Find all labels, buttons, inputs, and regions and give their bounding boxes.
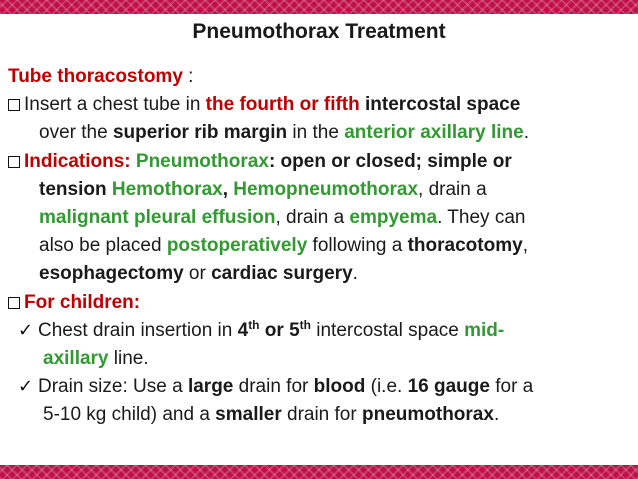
text: 16 gauge (407, 376, 490, 398)
text: : open or closed; simple or (268, 150, 512, 172)
indications-item-line5 (8, 260, 633, 288)
insert-item-line2 (8, 119, 633, 147)
text: postoperatively (166, 235, 308, 257)
text: Indications: (24, 150, 136, 172)
indications-item-line3 (8, 204, 633, 232)
text: superior rib margin (112, 122, 288, 144)
text: Drain size: Use a (38, 376, 188, 398)
indications-item-line2 (8, 176, 633, 204)
text: . They can (437, 207, 526, 229)
text: drain for (281, 404, 362, 426)
text: tension (39, 178, 112, 200)
text: line. (108, 348, 149, 370)
text: smaller (215, 404, 282, 426)
text: malignant pleural effusion (39, 207, 276, 229)
text: also be placed (39, 235, 167, 257)
text: , (522, 235, 528, 257)
text: intercostal space (310, 319, 465, 341)
text: esophagectomy (39, 263, 184, 285)
text: cardiac surgery (211, 263, 353, 285)
slide-content (8, 63, 633, 430)
text: pneumothorax (361, 404, 494, 426)
text: , drain a (418, 178, 487, 200)
text: in the (287, 122, 345, 144)
text: . (493, 404, 500, 426)
text: or 5 (259, 319, 300, 341)
checkbox-square-icon (8, 297, 20, 309)
text: over the (39, 122, 113, 144)
text: , drain a (275, 207, 350, 229)
text: for a (489, 376, 534, 398)
text: following a (307, 235, 408, 257)
slide-title: Pneumothorax Treatment (192, 20, 446, 43)
indications-item-line4 (8, 232, 633, 260)
text: , (222, 178, 234, 200)
text: . (523, 122, 529, 144)
text: Chest drain insertion in (38, 319, 238, 341)
text: Insert a chest tube in (24, 94, 206, 116)
text: blood (313, 376, 366, 398)
text: the fourth or fifth (205, 94, 360, 116)
text: Pneumothorax (135, 150, 269, 172)
text: 5-10 kg child) and a (43, 404, 216, 426)
checkmark-icon: ✓ (18, 376, 34, 398)
insert-item-line1 (8, 91, 633, 119)
heading-colon: : (182, 66, 194, 87)
text: axillary (43, 348, 109, 370)
indications-item-line1 (8, 148, 633, 176)
text: Hemothorax (111, 178, 223, 200)
children-sub2-line2 (8, 401, 633, 429)
text: mid- (464, 319, 505, 341)
heading-line (8, 63, 633, 91)
text: (i.e. (365, 376, 408, 398)
text: large (187, 376, 234, 398)
checkmark-icon: ✓ (18, 319, 34, 341)
children-label: For children: (24, 291, 141, 313)
top-pattern-banner (0, 0, 638, 14)
heading-label: Tube thoracostomy (8, 66, 183, 87)
checkbox-square-icon (8, 156, 20, 168)
text: thoracotomy (407, 235, 523, 257)
text: or (183, 263, 212, 285)
text: anterior axillary line (344, 122, 524, 144)
children-sub1-line2 (8, 345, 633, 373)
superscript: th (248, 317, 260, 332)
text: 4 (237, 319, 249, 341)
text: . (352, 263, 358, 285)
checkbox-square-icon (8, 99, 20, 111)
children-heading-line (8, 289, 633, 317)
text: drain for (233, 376, 314, 398)
children-sub1-line1 (8, 317, 633, 345)
bottom-pattern-banner (0, 465, 638, 479)
text: Hemopneumothorax (233, 178, 419, 200)
superscript: th (299, 317, 311, 332)
children-sub2-line1 (8, 373, 633, 401)
text: empyema (349, 207, 438, 229)
text: intercostal space (359, 94, 521, 116)
